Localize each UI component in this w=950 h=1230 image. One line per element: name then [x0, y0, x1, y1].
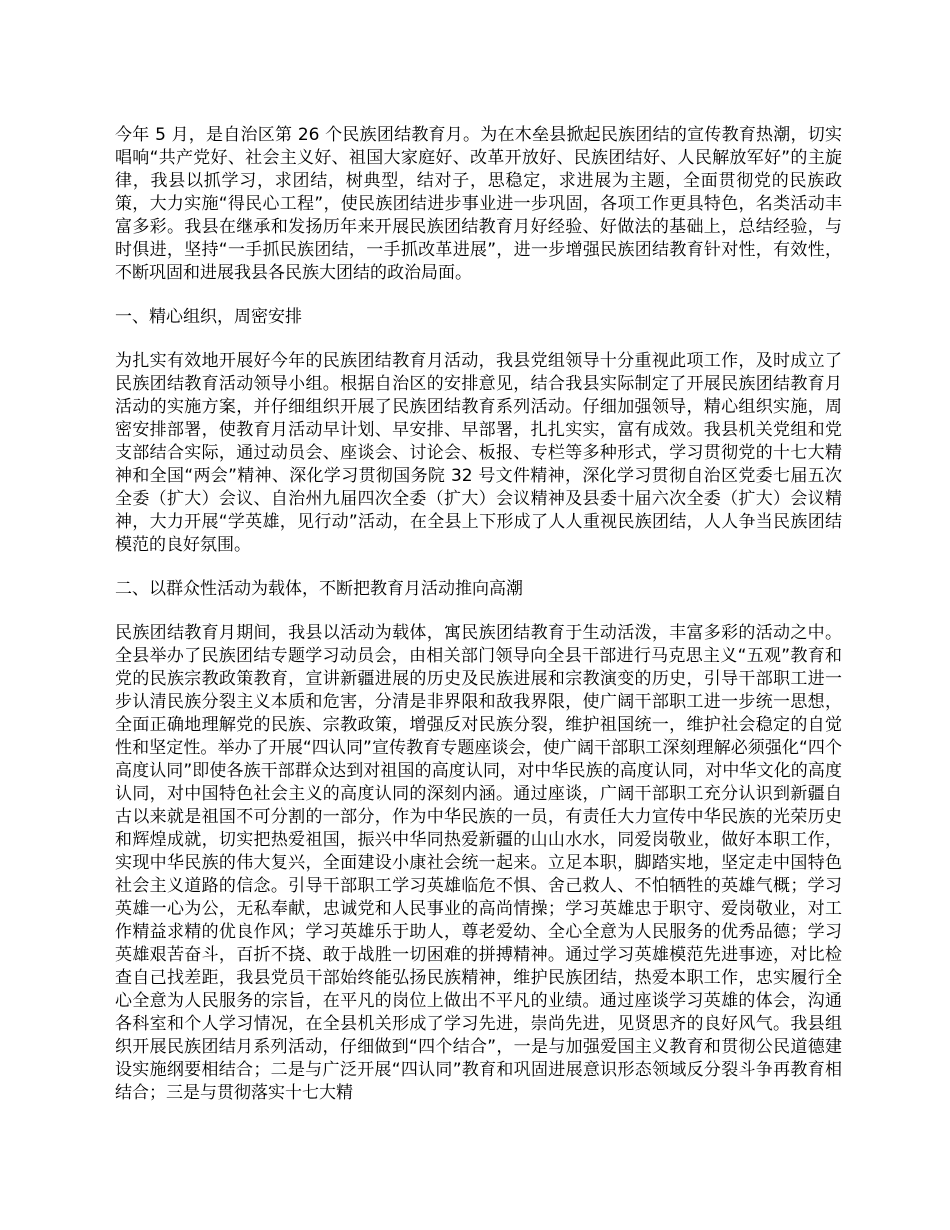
document-body: [115, 124, 842, 1126]
section-1-paragraph: 为扎实有效地开展好今年的民族团结教育月活动，我县党组领导十分重视此项工作，及时成立了民族团结教育活动领导小组。根据自治区的安排意见，结合我县实际制定了开展民族团结教育月活动的实施方案，并仔细组织开展了民族团结教育系列活动。仔细加强领导，精心组织实施，周密安排部署，使教育月活动早计划、早安排、早部署，扎扎实实，富有成效。我县机关党组和党支部结合实际，通过动员会、座谈会、讨论会、板报、专栏等多种形式，学习贯彻党的十七大精神和全国“两会”精神、深化学习贯彻国务院 32 号文件精神，深化学习贯彻自治区党委七届五次全委（扩大）会议、自治州九届四次全委（扩大）会议精神及县委十届六次全委（扩大）会议精神，大力开展“学英雄，见行动”活动，在全县上下形成了人人重视民族团结，人人争当民族团结模范的良好氛围。: [115, 351, 842, 555]
section-2-paragraph: 民族团结教育月期间，我县以活动为载体，寓民族团结教育于生动活泼，丰富多彩的活动之中。全县举办了民族团结专题学习动员会，由相关部门领导向全县干部进行马克思主义“五观”教育和党的民族宗教政策教育，宣讲新疆进展的历史及民族进展和宗教演变的历史，引导干部职工进一步认清民族分裂主义本质和危害，分清是非界限和敌我界限，使广阔干部职工进一步统一思想，全面正确地理解党的民族、宗教政策，增强反对民族分裂，维护祖国统一，维护社会稳定的自觉性和坚定性。举办了开展“四认同”宣传教育专题座谈会，使广阔干部职工深刻理解必须强化“四个高度认同”即使各族干部群众达到对祖国的高度认同，对中华民族的高度认同，对中华文化的高度认同，对中国特色社会主义的高度认同的深刻内涵。通过座谈，广阔干部职工充分认识到新疆自古以来就是祖国不可分割的一部分，作为中华民族的一员，有责任大力宣传中华民族的光荣历史和辉煌成就，切实把热爱祖国，振兴中华同热爱新疆的山山水水，同爱岗敬业，做好本职工作，实现中华民族的伟大复兴，全面建设小康社会统一起来。立足本职，脚踏实地，坚定走中国特色社会主义道路的信念。引导干部职工学习英雄临危不惧、舍己救人、不怕牺牲的英雄气概；学习英雄一心为公，无私奉献，忠诚党和人民事业的高尚情操；学习英雄忠于职守、爱岗敬业，对工作精益求精的优良作风；学习英雄乐于助人，尊老爱幼、全心全意为人民服务的优秀品德；学习英雄艰苦奋斗，百折不挠、敢于战胜一切困难的拼搏精神。通过学习英雄模范先进事迹，对比检查自己找差距，我县党员干部始终能弘扬民族精神，维护民族团结，热爱本职工作，忠实履行全心全意为人民服务的宗旨，在平凡的岗位上做出不平凡的业绩。通过座谈学习英雄的体会，沟通各科室和个人学习情况，在全县机关形成了学习先进，崇尚先进，见贤思齐的良好风气。我县组织开展民族团结月系列活动，仔细做到“四个结合”，一是与加强爱国主义教育和贯彻公民道德建设实施纲要相结合；二是与广泛开展“四认同”教育和巩固进展意识形态领域反分裂斗争再教育相结合；三是与贯彻落实十七大精: [115, 623, 842, 1103]
section-heading-2: 二、以群众性活动为载体，不断把教育月活动推向高潮: [115, 579, 523, 599]
section-heading-1: 一、精心组织，周密安排: [115, 307, 302, 327]
intro-paragraph: 今年 5 月，是自治区第 26 个民族团结教育月。为在木垒县掀起民族团结的宣传教育热潮，切实唱响“共产党好、社会主义好、祖国大家庭好、改革开放好、民族团结好、人民解放军好”的主旋律，我县以抓学习，求团结，树典型，结对子，思稳定，求进展为主题，全面贯彻党的民族政策，大力实施“得民心工程”，使民族团结进步事业进一步巩固，各项工作更具特色，名类活动丰富多彩。我县在继承和发扬历年来开展民族团结教育月好经验、好做法的基础上，总结经验，与时俱进，坚持“一手抓民族团结，一手抓改革进展”，进一步增强民族团结教育针对性，有效性，不断巩固和进展我县各民族大团结的政治局面。: [115, 125, 842, 283]
